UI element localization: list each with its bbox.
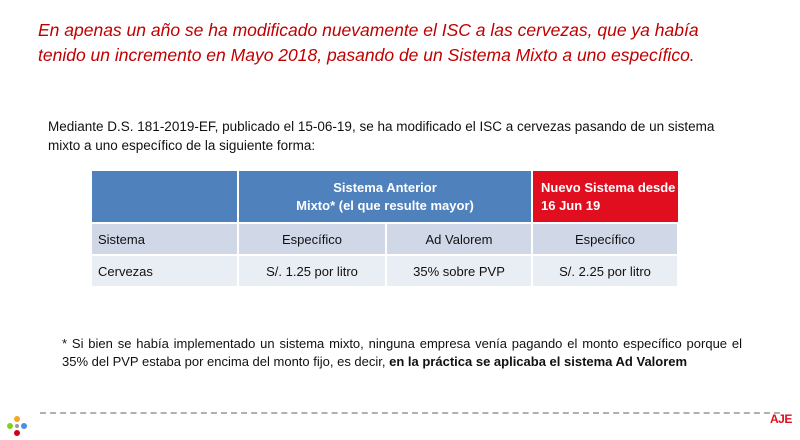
cell-nuevo: Específico [532, 223, 678, 255]
footer-divider [40, 412, 780, 414]
header-nuevo-date: 16 Jun 19 [541, 197, 601, 213]
footnote-bold-text: en la práctica se aplicaba el sistema Ad Valorem [389, 354, 688, 369]
table-header-nuevo-sistema [532, 171, 678, 223]
cell-nuevo: S/. 2.25 por litro [532, 255, 678, 286]
cell-anterior-especifico: S/. 1.25 por litro [238, 255, 386, 286]
intro-line-1: Mediante D.S. 181-2019-EF, publicado el 15-06-19, se ha modificado el ISC a cervezas pasando de un sistema [48, 119, 715, 134]
table-header-row [92, 171, 678, 223]
cell-anterior-advalorem: 35% sobre PVP [386, 255, 532, 286]
footnote-paragraph [62, 335, 742, 371]
isc-comparison-table [92, 171, 679, 286]
table-header-sistema-anterior [238, 171, 532, 223]
table-row [92, 255, 678, 286]
intro-paragraph [48, 117, 748, 155]
aje-logo-text: AJE [770, 412, 792, 426]
cell-anterior-especifico: Específico [238, 223, 386, 255]
slide-heading [38, 18, 778, 68]
table-row [92, 223, 678, 255]
header-nuevo-title: Nuevo Sistema desde [541, 179, 676, 195]
footnote-text: * Si bien se había implementado un sistema mixto, ninguna empresa venía pagando el monto específico porque el 35% del PVP estaba por encima del monto fijo, es decir, [62, 336, 742, 369]
row-label: Cervezas [92, 255, 238, 286]
slide-heading-line-2: tenido un incremento en Mayo 2018, pasando de un Sistema Mixto a uno específico. [38, 45, 695, 65]
intro-line-2: mixto a uno específico de la siguiente forma: [48, 138, 316, 153]
table-header-blank [92, 171, 238, 223]
header-anterior-title: Sistema Anterior [333, 179, 437, 195]
aje-logo [770, 412, 798, 432]
corporate-emblem-icon [6, 415, 28, 437]
row-label: Sistema [92, 223, 238, 255]
cell-anterior-advalorem: Ad Valorem [386, 223, 532, 255]
slide-heading-line-1: En apenas un año se ha modificado nuevamente el ISC a las cervezas, que ya había [38, 20, 699, 40]
header-anterior-subtitle: Mixto* (el que resulte mayor) [296, 197, 474, 213]
